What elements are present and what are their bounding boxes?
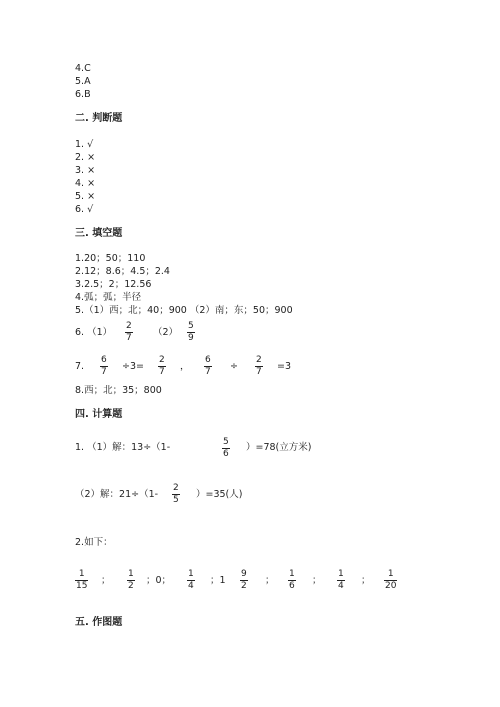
numerator: 2 [173, 483, 179, 493]
numerator: 6 [101, 355, 107, 365]
fraction [204, 355, 212, 378]
answer-line: 5. × [75, 191, 96, 202]
fraction [187, 321, 195, 344]
answer-line-text: ， [180, 361, 190, 372]
section-heading-fill: 三. 填空题 [75, 228, 123, 239]
fraction [384, 569, 397, 592]
answer-line: 6.B [75, 89, 91, 100]
answer-line-prefix: （2）解：21÷（1- [75, 489, 159, 500]
fraction [75, 569, 88, 592]
denominator: 7 [205, 367, 211, 377]
denominator: 4 [188, 581, 194, 591]
separator: ；1 [210, 575, 226, 586]
denominator: 7 [159, 367, 165, 377]
fraction [240, 569, 248, 592]
fraction [158, 355, 166, 378]
numerator: 1 [338, 569, 344, 579]
answer-line: 5.A [75, 76, 91, 87]
separator: ； [101, 575, 111, 586]
answer-line-prefix: 6. （1） [75, 327, 113, 338]
answer-line-prefix: 7. [75, 361, 85, 372]
numerator: 1 [387, 569, 394, 579]
denominator: 6 [289, 581, 295, 591]
denominator: 7 [101, 367, 107, 377]
numerator: 1 [188, 569, 194, 579]
denominator: 7 [126, 333, 132, 343]
answer-line: 2.12；8.6；4.5；2.4 [75, 266, 170, 277]
numerator: 9 [241, 569, 247, 579]
denominator: 9 [188, 333, 194, 343]
answer-line-text: ÷ [230, 361, 238, 372]
numerator: 5 [223, 437, 229, 447]
denominator: 2 [128, 581, 134, 591]
answer-line-prefix: 1. （1）解：13÷（1- [75, 442, 171, 453]
fraction [172, 483, 180, 506]
answer-line-text: =3 [277, 361, 292, 372]
fraction [288, 569, 296, 592]
numerator: 5 [188, 321, 194, 331]
fraction [187, 569, 195, 592]
section-heading-calc: 四. 计算题 [75, 409, 123, 420]
answer-line: 3. × [75, 165, 96, 176]
answer-line: 4. × [75, 178, 96, 189]
answer-line: 2.如下： [75, 537, 113, 548]
answer-line: 5.（1）西；北；40；900 （2）南；东；50；900 [75, 305, 293, 316]
denominator: 7 [256, 367, 262, 377]
answer-line-text: ）=35(人) [196, 489, 243, 500]
answer-line: 8.西；北；35；800 [75, 385, 162, 396]
answer-line-text: ）=78(立方米) [246, 442, 312, 453]
answer-line-text: ÷3= [122, 361, 144, 372]
answer-line: 4.C [75, 63, 91, 74]
separator: ； [361, 575, 371, 586]
numerator: 1 [289, 569, 295, 579]
numerator: 2 [256, 355, 262, 365]
denominator: 15 [76, 581, 88, 591]
denominator: 6 [223, 449, 229, 459]
section-heading-draw: 五. 作图题 [75, 617, 123, 628]
numerator: 2 [126, 321, 132, 331]
answer-line: 6. √ [75, 204, 94, 215]
answer-line: 3.2.5；2；12.56 [75, 279, 152, 290]
separator: ； [265, 575, 275, 586]
answer-line: 1.20；50；110 [75, 253, 146, 264]
fraction [100, 355, 108, 378]
numerator: 1 [128, 569, 134, 579]
separator: ；0； [146, 575, 172, 586]
fraction [255, 355, 263, 378]
fraction [127, 569, 135, 592]
answer-line: 4.弧；弧；半径 [75, 292, 142, 303]
answer-line: 1. √ [75, 139, 94, 150]
section-heading-judge: 二. 判断题 [75, 113, 123, 124]
numerator: 1 [78, 569, 85, 579]
numerator: 6 [205, 355, 211, 365]
fraction [222, 437, 230, 460]
denominator: 2 [241, 581, 247, 591]
denominator: 5 [173, 495, 179, 505]
separator: ； [312, 575, 322, 586]
answer-line-text: （2） [153, 327, 179, 338]
fraction [125, 321, 133, 344]
denominator: 20 [385, 581, 397, 591]
answer-line: 2. × [75, 152, 96, 163]
denominator: 4 [338, 581, 344, 591]
fraction [337, 569, 345, 592]
numerator: 2 [159, 355, 165, 365]
